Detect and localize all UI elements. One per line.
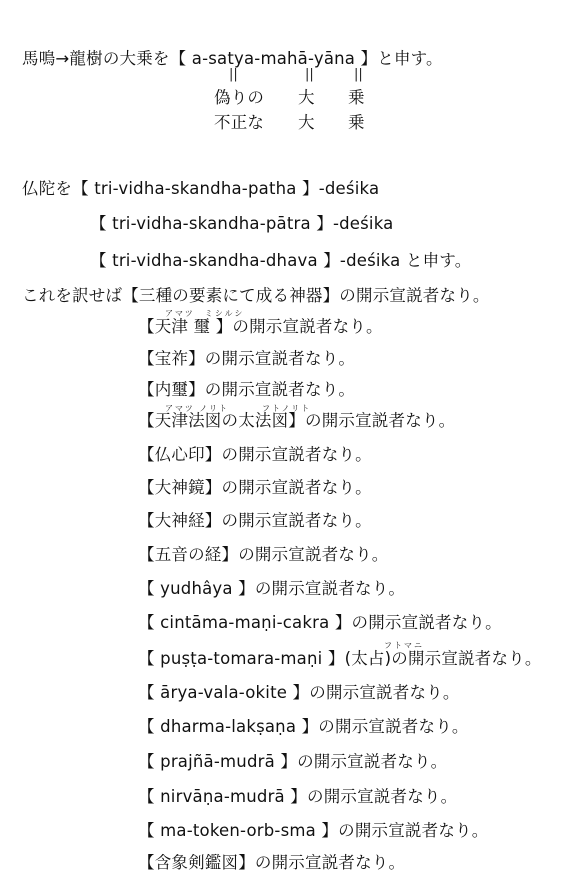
item-17: 【含象剣鑑図】の開示宣説者なり。: [138, 853, 406, 872]
desika-line-3: 【 tri-vidha-skandha-dhava 】-deśika と申す。: [90, 251, 472, 270]
item-7: 【大神経】の開示宣説者なり。: [138, 511, 372, 530]
intro-line: 馬鳴→龍樹の大乗を【 a-satya-mahā-yāna 】と申す。: [22, 49, 443, 68]
gloss1-false: 偽りの: [214, 88, 265, 107]
desika-line-2: 【 tri-vidha-skandha-pātra 】-deśika: [90, 214, 394, 233]
item-8: 【五音の経】の開示宣説者なり。: [138, 545, 389, 564]
item-3: 【内璽】の開示宣説者なり。: [138, 380, 356, 399]
gloss2-great: 大: [298, 113, 315, 132]
ruby-amatsu-norito: アマツ ノリト: [165, 404, 229, 413]
item-5: 【仏心印】の開示宣説者なり。: [138, 445, 372, 464]
equals-mark-3: ||: [354, 67, 363, 82]
item-16: 【 ma-token-orb-sma 】の開示宣説者なり。: [138, 821, 489, 840]
item-11: 【 puṣṭa-tomara-maṇi 】(太占)の開示宣説者なり。: [138, 649, 542, 668]
desika-line-1: 仏陀を【 tri-vidha-skandha-patha 】-deśika: [22, 179, 380, 198]
gloss1-great: 大: [298, 88, 315, 107]
gloss2-improper: 不正な: [214, 113, 265, 132]
ruby-futonorito: フトノリト: [262, 404, 312, 413]
item-4: 【天津法図の太法図】の開示宣説者なり。: [138, 411, 456, 430]
item-15: 【 nirvāṇa-mudrā 】の開示宣説者なり。: [138, 787, 458, 806]
equals-mark-1: ||: [229, 67, 238, 82]
item-2: 【宝祚】の開示宣説者なり。: [138, 349, 356, 368]
item-13: 【 dharma-lakṣaṇa 】の開示宣説者なり。: [138, 717, 469, 736]
ruby-amatsu-mishirushi: アマツ ミシルシ: [165, 309, 245, 318]
gloss1-vehicle: 乗: [348, 88, 365, 107]
item-14: 【 prajñā-mudrā 】の開示宣説者なり。: [138, 752, 448, 771]
equals-mark-2: ||: [305, 67, 314, 82]
item-9: 【 yudhâya 】の開示宣説者なり。: [138, 579, 406, 598]
translation-intro: これを訳せば【三種の要素にて成る神器】の開示宣説者なり。: [22, 286, 490, 305]
ruby-futomani: フトマニ: [384, 641, 424, 650]
item-1: 【天津 璽 】の開示宣説者なり。: [138, 317, 383, 336]
item-12: 【 ārya-vala-okite 】の開示宣説者なり。: [138, 683, 460, 702]
item-10: 【 cintāma-maṇi-cakra 】の開示宣説者なり。: [138, 613, 502, 632]
gloss2-vehicle: 乗: [348, 113, 365, 132]
item-6: 【大神鏡】の開示宣説者なり。: [138, 478, 372, 497]
